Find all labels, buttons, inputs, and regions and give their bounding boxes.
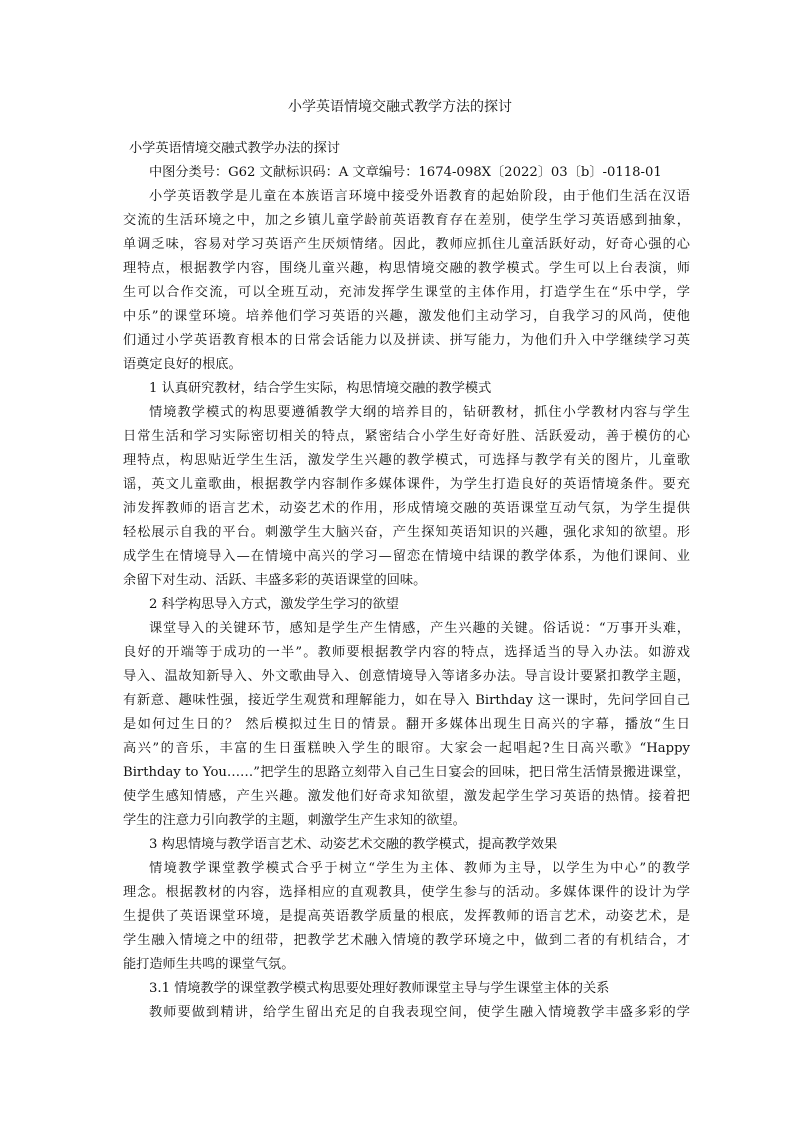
paragraph-line: 学生的注意力引向教学的主题，刺激学生产生求知的欲望。 [123, 813, 466, 828]
document-body [123, 137, 690, 1025]
paragraph-line: 单调乏味，容易对学习英语产生厌烦情绪。因此，教师应抓住儿童活跃好动，好奇心强的心 [123, 237, 690, 252]
paragraph-line: 良好的开端等于成功的一半”。教师要根据教学内容的特点，选择适当的导入办法。如游戏 [123, 645, 690, 660]
paragraph-line: 高兴”的音乐，丰富的生日蛋糕映入学生的眼帘。大家会一起唱起?生日高兴歌》“Happy [123, 741, 690, 756]
paragraph-line: 日常生活和学习实际密切相关的特点，紧密结合小学生好奇好胜、活跃爱动，善于模仿的心 [123, 429, 690, 444]
document-title: 小学英语情境交融式教学方法的探讨 [288, 99, 512, 115]
paragraph-line: 沛发挥教师的语言艺术，动姿艺术的作用，形成情境交融的英语课堂互动气氛，为学生提供 [123, 501, 690, 516]
paragraph-line: Birthday to You……”把学生的思路立刻带入自己生日宴会的回味，把日常生活情景搬进课堂， [123, 765, 690, 780]
paragraph-line: 情境教学模式的构思要遵循教学大纲的培养目的，钻研教材，抓住小学教材内容与学生 [149, 405, 690, 420]
paragraph-line: 谣，英文儿童歌曲，根据教学内容制作多媒体课件，为学生打造良好的英语情境条件。要充 [123, 477, 690, 492]
paragraph-line: 2 科学构思导入方式，激发学生学习的欲望 [149, 597, 399, 612]
paragraph-line: 有新意、趣味性强，接近学生观赏和理解能力，如在导入 Birthday 这一课时，先问学回自己 [123, 693, 690, 708]
paragraph-line: 3.1 情境教学的课堂教学模式构思要处理好教师课堂主导与学生课堂主体的关系 [149, 981, 610, 996]
paragraph-line: 能打造师生共鸣的课堂气氛。 [123, 957, 295, 972]
paragraph-line: 余留下对生动、活跃、丰盛多彩的英语课堂的回味。 [123, 573, 427, 588]
paragraph-line: 使学生感知情感，产生兴趣。激发他们好奇求知欲望，激发起学生学习英语的热情。接着把 [123, 789, 690, 804]
paragraph-line: 中乐”的课堂环境。培养他们学习英语的兴趣，激发他们主动学习，自我学习的风尚，使他 [123, 309, 690, 324]
paragraph-line: 理特点，根据教学内容，围绕儿童兴趣，构思情境交融的教学模式。学生可以上台表演，师 [123, 261, 690, 276]
paragraph-line: 情境教学课堂教学模式合乎于树立“学生为主体、教师为主导，以学生为中心”的教学 [149, 861, 690, 876]
paragraph-line: 轻松展示自我的平台。刺激学生大脑兴奋，产生探知英语知识的兴趣，强化求知的欲望。形 [123, 525, 690, 540]
paragraph-line: 1 认真研究教材，结合学生实际，构思情境交融的教学模式 [149, 381, 492, 396]
paragraph-line: 理念。根据教材的内容，选择相应的直观教具，使学生参与的活动。多媒体课件的设计为学 [123, 885, 690, 900]
paragraph-line: 导入、温故知新导入、外文歌曲导入、创意情境导入等诸多办法。导言设计要紧扣教学主题， [123, 669, 690, 684]
paragraph-line: 3 构思情境与教学语言艺术、动姿艺术交融的教学模式，提高教学效果 [149, 837, 558, 852]
paragraph-line: 小学英语情境交融式教学办法的探讨 [129, 141, 340, 156]
paragraph-line: 交流的生活环境之中，加之乡镇儿童学龄前英语教育存在差别，使学生学习英语感到抽象， [123, 213, 690, 228]
paragraph-line: 是如何过生日的？ 然后模拟过生日的情景。翻开多媒体出现生日高兴的字幕，播放“生日 [123, 717, 690, 732]
paragraph-line: 们通过小学英语教育根本的日常会话能力以及拼读、拼写能力，为他们升入中学继续学习英 [123, 333, 690, 348]
paragraph-line: 课堂导入的关键环节，感知是学生产生情感，产生兴趣的关键。俗话说：“万事开头难， [149, 621, 690, 636]
paragraph-line: 语奠定良好的根底。 [123, 357, 242, 372]
paragraph-line: 中图分类号：G62 文献标识码：A 文章编号：1674-098X〔2022〕03〔b〕-0118-01 [149, 165, 662, 180]
paragraph-line: 学生融入情境之中的纽带，把教学艺术融入情境的教学环境之中，做到二者的有机结合，才 [123, 933, 690, 948]
paragraph-line: 成学生在情境导入—在情境中高兴的学习—留恋在情境中结课的教学体系，为他们课间、业 [123, 549, 690, 564]
paragraph-line: 理特点，构思贴近学生生活，激发学生兴趣的教学模式，可选择与教学有关的图片，儿童歌 [123, 453, 690, 468]
paragraph-line: 小学英语教学是儿童在本族语言环境中接受外语教育的起始阶段，由于他们生活在汉语 [149, 189, 690, 204]
paragraph-line: 教师要做到精讲，给学生留出充足的自我表现空间，使学生融入情境教学丰盛多彩的学 [149, 1005, 690, 1020]
paragraph-line: 生可以合作交流，可以全班互动，充沛发挥学生课堂的主体作用，打造学生在“乐中学，学 [123, 285, 690, 300]
paragraph-line: 生提供了英语课堂环境，是提高英语教学质量的根底，发挥教师的语言艺术，动姿艺术，是 [123, 909, 690, 924]
